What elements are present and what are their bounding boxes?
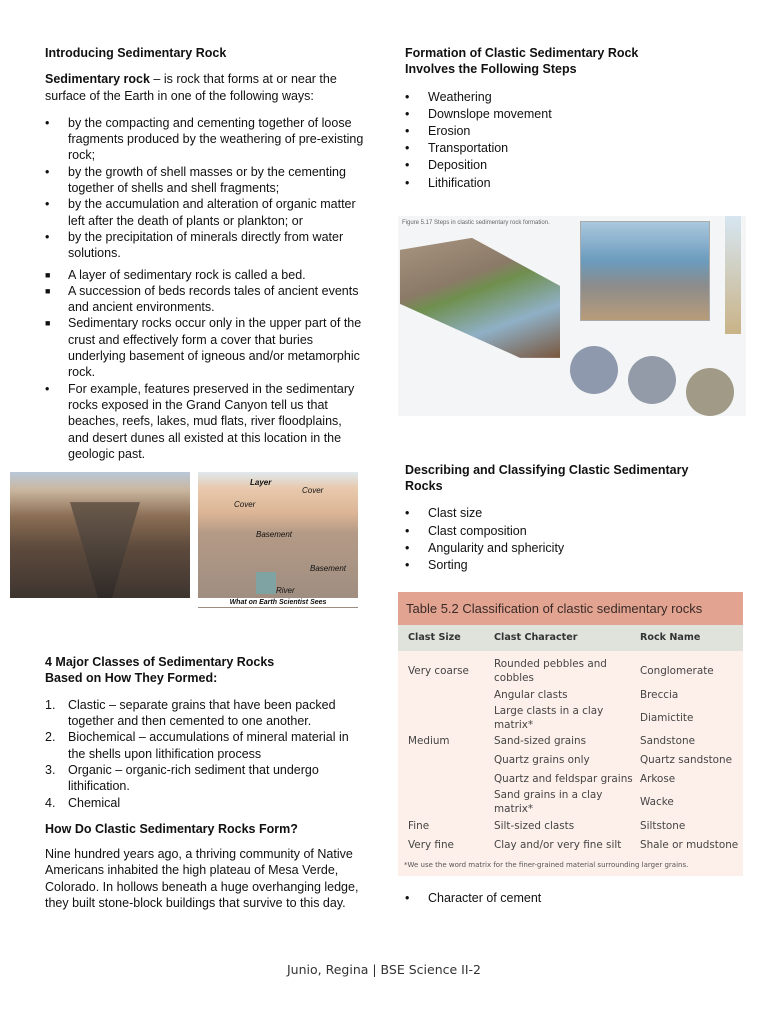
list-item: • Angularity and sphericity: [405, 540, 565, 555]
how-heading: How Do Clastic Sedimentary Rocks Form?: [45, 821, 298, 836]
list-item: ■ A layer of sedimentary rock is called a bed.: [45, 267, 306, 282]
list-item: 2. Biochemical – accumulations of mineral material in the shells upon lithification process: [45, 730, 349, 761]
facts-list: [45, 267, 365, 463]
table-cell: Quartz sandstone: [640, 754, 733, 767]
table-cell: Shale or mudstone: [640, 838, 739, 851]
list-item: • Erosion: [405, 124, 471, 138]
table-cell: Sandstone: [640, 735, 695, 748]
table-cell: Very coarse: [408, 665, 469, 678]
column-header: Clast Character: [494, 625, 640, 651]
how-paragraph: Nine hundred years ago, a thriving community of Native Americans inhabited the high plateau of Mesa Verde, Colorado. In hollows beneath a huge overhanging ledge, they built stone-block buildings that survive to this day.: [45, 847, 359, 910]
column-header: Clast Size: [398, 625, 494, 651]
table-cell: Arkose: [640, 773, 676, 785]
grand-canyon-images: [10, 472, 365, 608]
list-item: • Transportation: [405, 141, 509, 156]
table-cell: Large clasts in a clay matrix*: [494, 705, 604, 732]
table-cell: [398, 685, 494, 704]
table-cell: [398, 751, 494, 770]
table-cell: Silt-sized clasts: [494, 819, 575, 832]
section-heading: Introducing Sedimentary Rock: [45, 46, 227, 60]
list-item: • Clast composition: [405, 523, 527, 538]
table-cell: Siltstone: [640, 819, 686, 832]
table-cell: Clay and/or very fine silt: [494, 838, 622, 851]
table-cell: [398, 788, 494, 816]
list-item: 1. Clastic – separate grains that have been packed together and then cemented to one another.: [45, 697, 336, 729]
sketch-label: Basement: [256, 530, 293, 540]
table-cell: [398, 770, 494, 789]
table-row: [398, 685, 743, 704]
table-cell: Breccia: [640, 688, 679, 701]
list-item: 4. Chemical: [45, 795, 121, 810]
table-row: [398, 751, 743, 770]
table-cell: Angular clasts: [494, 688, 568, 701]
table-row: [398, 732, 743, 751]
list-item: • by the compacting and cementing together of loose fragments produced by the weathering of pre-existing rock;: [45, 115, 364, 163]
table-row: [398, 704, 743, 732]
list-item: • Sorting: [405, 558, 468, 573]
table-cell: Quartz and feldspar grains: [494, 773, 633, 785]
sketch-label: River: [276, 586, 295, 596]
sketch-caption: What on Earth Scientist Sees: [198, 598, 358, 607]
right-column: [398, 45, 743, 906]
table-cell: Very fine: [408, 838, 454, 851]
classes-list: [45, 697, 355, 811]
table-footnote: *We use the word matrix for the finer-grained material surrounding larger grains.: [404, 861, 689, 869]
table-row: [398, 835, 743, 854]
list-item: • For example, features preserved in the sedimentary rocks exposed in the Grand Canyon tell us that beaches, reefs, lakes, mud flats, river floodplains, and desert dunes all existed at this location in the geologic past.: [45, 381, 355, 461]
table-cell: [398, 704, 494, 732]
grand-canyon-photo: [10, 472, 190, 598]
table-row: [398, 770, 743, 789]
page-footer: Junio, Regina | BSE Science II-2: [287, 962, 481, 977]
table-row: [398, 816, 743, 835]
table-cell: Quartz grains only: [494, 754, 590, 767]
grand-canyon-sketch: [198, 472, 358, 608]
list-item: • Weathering: [405, 89, 492, 104]
list-item: • Downslope movement: [405, 106, 552, 121]
definition: – is rock that forms at or near the surface of the Earth in one of the following ways:: [45, 72, 337, 103]
table-cell: Sand-sized grains: [494, 735, 587, 748]
table-cell: Rounded pebbles and cobbles: [494, 658, 607, 685]
sketch-label: Cover: [302, 486, 324, 496]
describing-heading: Describing and Classifying Clastic Sedimentary Rocks: [405, 462, 689, 494]
left-column: [45, 45, 365, 911]
table-cell: Medium: [408, 735, 450, 748]
sketch-label: Basement: [310, 564, 347, 574]
list-item: • by the accumulation and alteration of organic matter left after the death of plants or plankton; or: [45, 197, 356, 228]
column-header: Rock Name: [640, 625, 743, 651]
table-cell: Diamictite: [640, 712, 694, 725]
list-item: 3. Organic – organic-rich sediment that undergo lithification.: [45, 762, 319, 794]
table-row: [398, 651, 743, 685]
formation-ways-list: [45, 115, 365, 262]
cement-list: [405, 890, 743, 906]
steps-list: [405, 89, 743, 192]
list-item: • by the precipitation of minerals directly from water solutions.: [45, 229, 344, 261]
table-cell: Fine: [408, 819, 430, 832]
list-item: ■ A succession of beds records tales of ancient events and ancient environments.: [45, 283, 359, 315]
table-cell: Conglomerate: [640, 665, 714, 678]
list-item: • Lithification: [405, 175, 491, 190]
formation-heading: Formation of Clastic Sedimentary Rock Involves the Following Steps: [405, 46, 639, 77]
table-cell: Wacke: [640, 796, 674, 809]
table-row: [398, 788, 743, 816]
sketch-label: Cover: [234, 500, 256, 510]
sketch-label: Layer: [250, 478, 272, 488]
term: Sedimentary rock: [45, 72, 150, 87]
list-item: • by the growth of shell masses or by the cementing together of shells and shell fragments;: [45, 164, 346, 196]
figure-caption: Figure 5.17 Steps in clastic sedimentary rock formation.: [402, 219, 550, 226]
list-item: • Clast size: [405, 506, 483, 521]
intro-paragraph: [45, 71, 350, 104]
table-title: Table 5.2 Classification of clastic sedimentary rocks: [398, 592, 743, 625]
classes-heading: 4 Major Classes of Sedimentary Rocks Based on How They Formed:: [45, 655, 275, 686]
list-item: • Deposition: [405, 158, 488, 173]
classification-table: [398, 592, 743, 876]
table-cell: Sand grains in a clay matrix*: [494, 789, 603, 816]
criteria-list: [405, 505, 743, 574]
list-item: • Character of cement: [405, 891, 542, 905]
sediment-formation-figure: [398, 216, 746, 416]
list-item: ■ Sedimentary rocks occur only in the upper part of the crust and effectively form a cover that buries underlying basement of igneous and/or metamorphic rock.: [45, 316, 362, 380]
